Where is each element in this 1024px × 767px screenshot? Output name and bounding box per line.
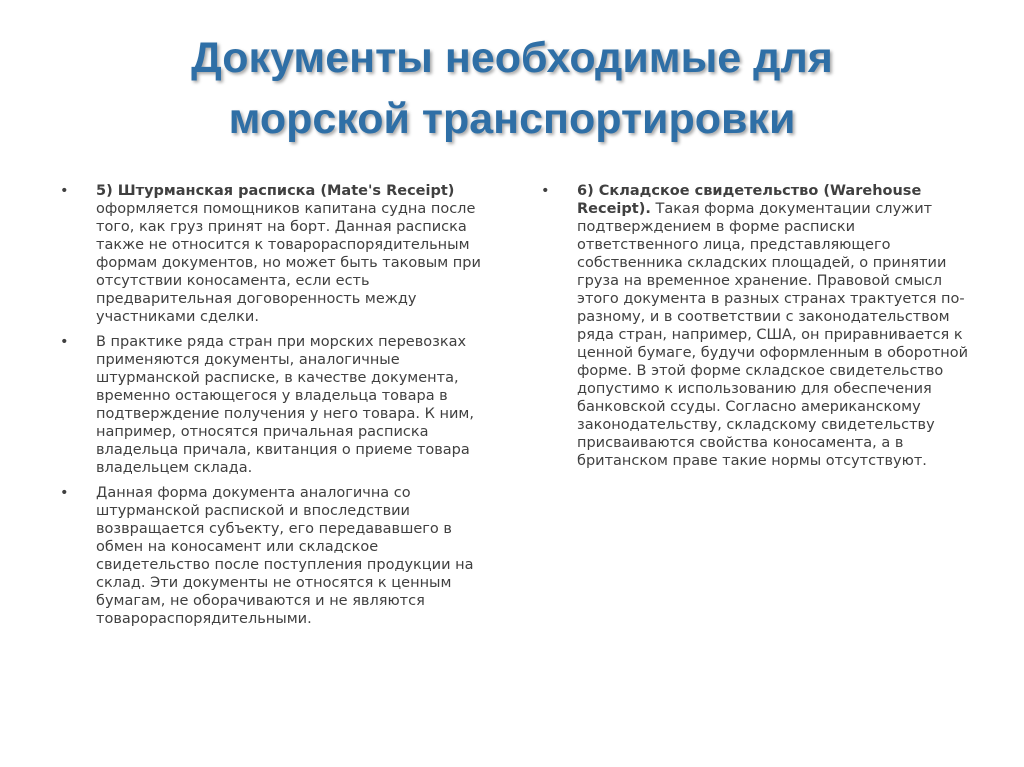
bullet-lead: 5) Штурманская расписка (Mate's Receipt)	[96, 183, 455, 199]
bullet-body: оформляется помощников капитана судна после того, как груз принят на борт. Данная расписка также не относится к товарораспорядительным формам документов, но может быть таковым при отсутствии коносамента, если есть предварительная договоренность между участниками сделки.	[96, 201, 481, 325]
bullet-text	[96, 484, 492, 628]
bullet-body: Такая форма документации служит подтверждением в форме расписки ответственного лица, представляющего собственника складских площадей, о принятии груза на временное хранение. Правовой смысл этого документа в разных странах трактуется по-разному, и в соответствии с законодательством ряда стран, например, США, он приравнивается к ценной бумаге, будучи оформленным в оборотной форме. В этой форме складское свидетельство допустимо к использованию для обеспечения банковской ссуды. Согласно американскому законодательству, складскому свидетельству присваиваются свойства коносамента, а в британском праве такие нормы отсутствуют.	[577, 201, 969, 469]
bullet-icon: •	[60, 334, 69, 350]
bullet-text	[577, 182, 969, 470]
bullet-lead: 6) Складское свидетельство (Warehouse Receipt).	[577, 183, 922, 217]
bullet-item	[60, 484, 492, 628]
bullet-text	[96, 182, 492, 326]
bullet-icon: •	[60, 183, 69, 199]
title-line-2: морской транспортировки	[228, 95, 796, 143]
bullet-icon: •	[541, 183, 550, 199]
bullet-item	[541, 182, 969, 470]
slide-title	[60, 28, 964, 150]
title-line-1: Документы необходимые для	[191, 34, 833, 82]
bullet-body: В практике ряда стран при морских перевозках применяются документы, аналогичные штурманской расписке, в качестве документа, временно остающегося у владельца товара в подтверждение получения у него товара. К ним, например, относятся причальная расписка владельца причала, квитанция о приеме товара владельцем склада.	[96, 334, 474, 476]
bullet-item	[60, 182, 492, 326]
bullet-text	[96, 333, 492, 477]
bullet-body: Данная форма документа аналогична со штурманской распиской и впоследствии возвращается субъекту, его передававшего в обмен на коносамент или складское свидетельство после поступления продукции на склад. Эти документы не относятся к ценным бумагам, не оборачиваются и не являются товарораспорядительными.	[96, 485, 474, 627]
bullet-icon: •	[60, 485, 69, 501]
bullet-item	[60, 333, 492, 477]
right-column	[541, 182, 969, 477]
left-column	[60, 182, 492, 635]
